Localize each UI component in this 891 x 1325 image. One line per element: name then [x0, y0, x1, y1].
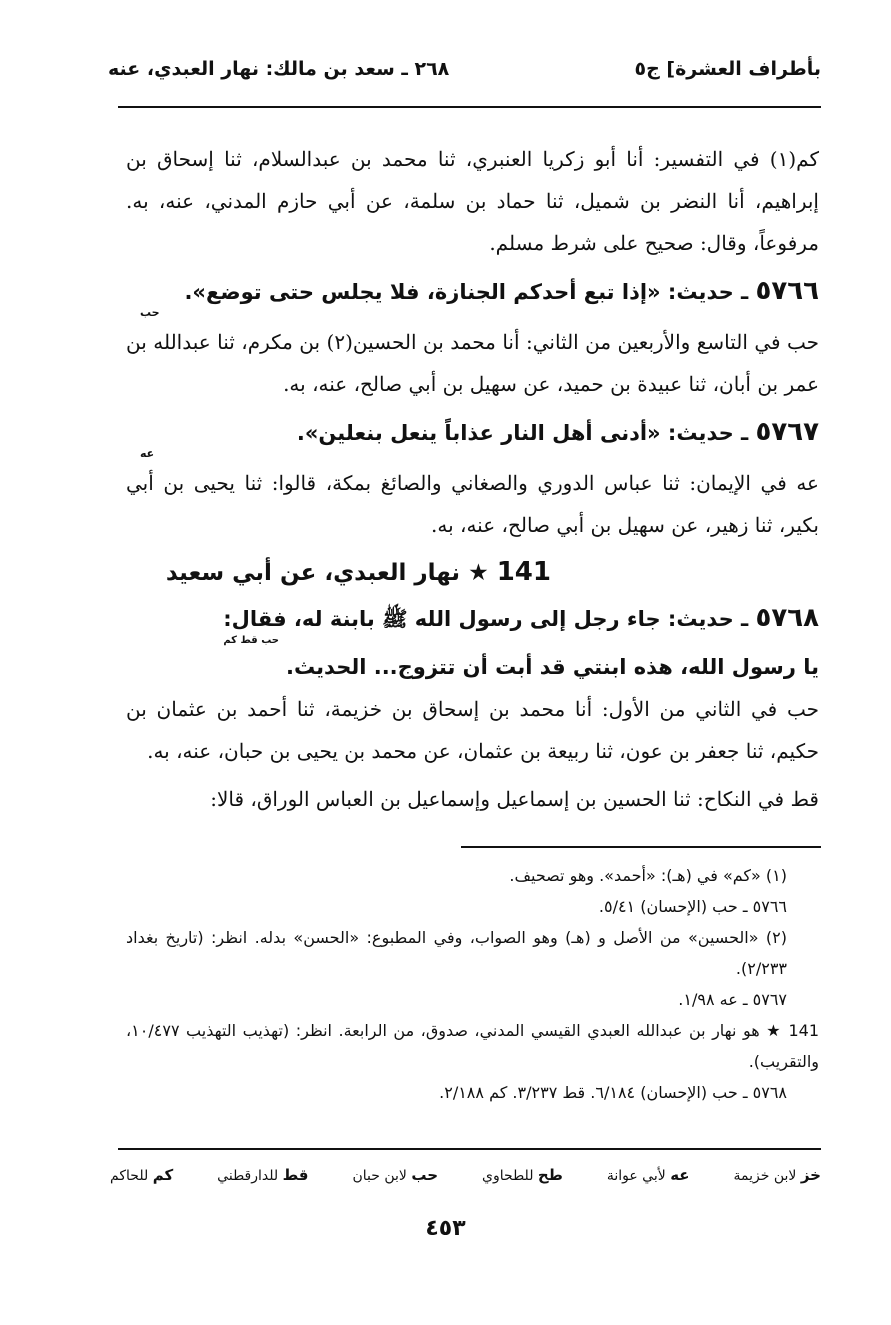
chapter-title: نهار العبدي، عن أبي سعيد — [165, 560, 461, 586]
paragraph: كم(١) في التفسير: أنا أبو زكريا العنبري، ثنا محمد بن عبدالسلام، ثنا إسحاق بن إبراهيم، أنا النضر بن شميل، ثنا حماد بن سلمة، عن أبي حازم المدني، عنه، به. مرفوعاً، وقال: صحيح على شرط مسلم. — [126, 147, 819, 255]
hadith-text: ـ حديث: جاء رجل إلى رسول الله ﷺ بابنة له، فقال: — [223, 607, 749, 631]
abbreviation-rule — [118, 1148, 821, 1150]
hadith-number: ٥٧٦٦ — [755, 276, 819, 306]
abbreviation-item — [352, 1166, 438, 1194]
running-head-title: بأطراف العشرة] ج٥ — [634, 58, 821, 80]
hadith-text: ـ حديث: «إذا تبع أحدكم الجنازة، فلا يجلس حتى توضع». — [184, 280, 749, 304]
abbreviation-code: قط — [282, 1166, 309, 1184]
abbreviation-code: خز — [800, 1166, 821, 1184]
hadith-number: ٥٧٦٧ — [755, 417, 819, 447]
abbreviation-name: للحاكم — [110, 1168, 149, 1184]
paragraph: حب في الثاني من الأول: أنا محمد بن إسحاق بن خزيمة، ثنا أحمد بن عثمان بن حكيم، ثنا جعفر بن عون، ثنا ربيعة بن عثمان، عن محمد بن يحيى بن حبان، عنه، به. — [126, 697, 819, 763]
abbreviation-name: لأبي عوانة — [606, 1168, 666, 1184]
footnote: ٥٧٦٧ ـ عه ١/٩٨. — [678, 990, 787, 1009]
header-rule — [118, 106, 821, 108]
running-head — [108, 58, 821, 94]
paragraph: عه في الإيمان: ثنا عباس الدوري والصغاني والصائغ بمكة، قالوا: ثنا يحيى بن أبي بكير، ثنا زهير، عن سهيل بن أبي صالح، عنه، به. — [126, 471, 819, 537]
abbreviation-name: للطحاوي — [482, 1168, 534, 1184]
footnotes — [126, 860, 819, 1108]
abbreviation-item — [734, 1166, 821, 1194]
footnote: (١) «كم» في (هـ): «أحمد». وهو تصحيف. — [509, 866, 787, 885]
main-text — [126, 138, 819, 826]
source-siglum: حب قط كم — [223, 635, 279, 646]
abbreviation-item — [607, 1166, 690, 1194]
abbreviation-key — [110, 1166, 821, 1194]
hadith-heading — [126, 270, 819, 313]
abbreviation-name: لابن حبان — [352, 1168, 407, 1184]
hadith-heading — [126, 597, 819, 640]
footnote: ٥٧٦٨ ـ حب (الإحسان) ٦/١٨٤. قط ٣/٢٣٧. كم ٢/١٨٨. — [439, 1083, 787, 1102]
footnote: 141 ★ هو نهار بن عبدالله العبدي القيسي المدني، صدوق، من الرابعة. انظر: (تهذيب التهذيب ١٠/٤٧٧، والتقريب). — [126, 1021, 819, 1071]
paragraph: قط في النكاح: ثنا الحسين بن إسماعيل وإسماعيل بن العباس الوراق، قالا: — [210, 787, 819, 811]
running-head-section: ٢٦٨ ـ سعد بن مالك: نهار العبدي، عنه — [108, 58, 450, 80]
chapter-number: 141 — [496, 557, 551, 587]
paragraph: حب في التاسع والأربعين من الثاني: أنا محمد بن الحسين(٢) بن مكرم، ثنا عبدالله بن عمر بن أبان، ثنا عبيدة بن حميد، عن سهيل بن أبي صالح، عنه، به. — [126, 330, 819, 396]
abbreviation-code: عه — [670, 1166, 690, 1184]
abbreviation-code: كم — [152, 1166, 174, 1184]
hadith-text-continued: يا رسول الله، هذه ابنتي قد أبت أن تتزوج... الحديث. — [285, 655, 819, 679]
abbreviation-item — [482, 1166, 563, 1194]
hadith-number: ٥٧٦٨ — [755, 603, 819, 633]
chapter-heading — [126, 552, 819, 593]
page-number: ٤٥٣ — [425, 1216, 466, 1241]
abbreviation-code: طح — [537, 1166, 563, 1184]
source-siglum: عه — [140, 447, 155, 460]
footnote-rule — [461, 846, 821, 848]
abbreviation-item — [217, 1166, 308, 1194]
abbreviation-name: للدارقطني — [217, 1168, 279, 1184]
star-icon: ★ — [468, 560, 489, 586]
footnote: ٥٧٦٦ ـ حب (الإحسان) ٥/٤١. — [598, 897, 787, 916]
abbreviation-name: لابن خزيمة — [733, 1168, 797, 1184]
hadith-text: ـ حديث: «أدنى أهل النار عذاباً ينعل بنعلين». — [296, 421, 749, 445]
footnote: (٢) «الحسين» من الأصل و (هـ) وهو الصواب، وفي المطبوع: «الحسن» بدله. انظر: (تاريخ بغداد ٢/٢٣٣). — [126, 928, 787, 978]
abbreviation-item — [110, 1166, 173, 1194]
source-siglum: حب — [140, 306, 160, 319]
abbreviation-code: حب — [411, 1166, 439, 1184]
